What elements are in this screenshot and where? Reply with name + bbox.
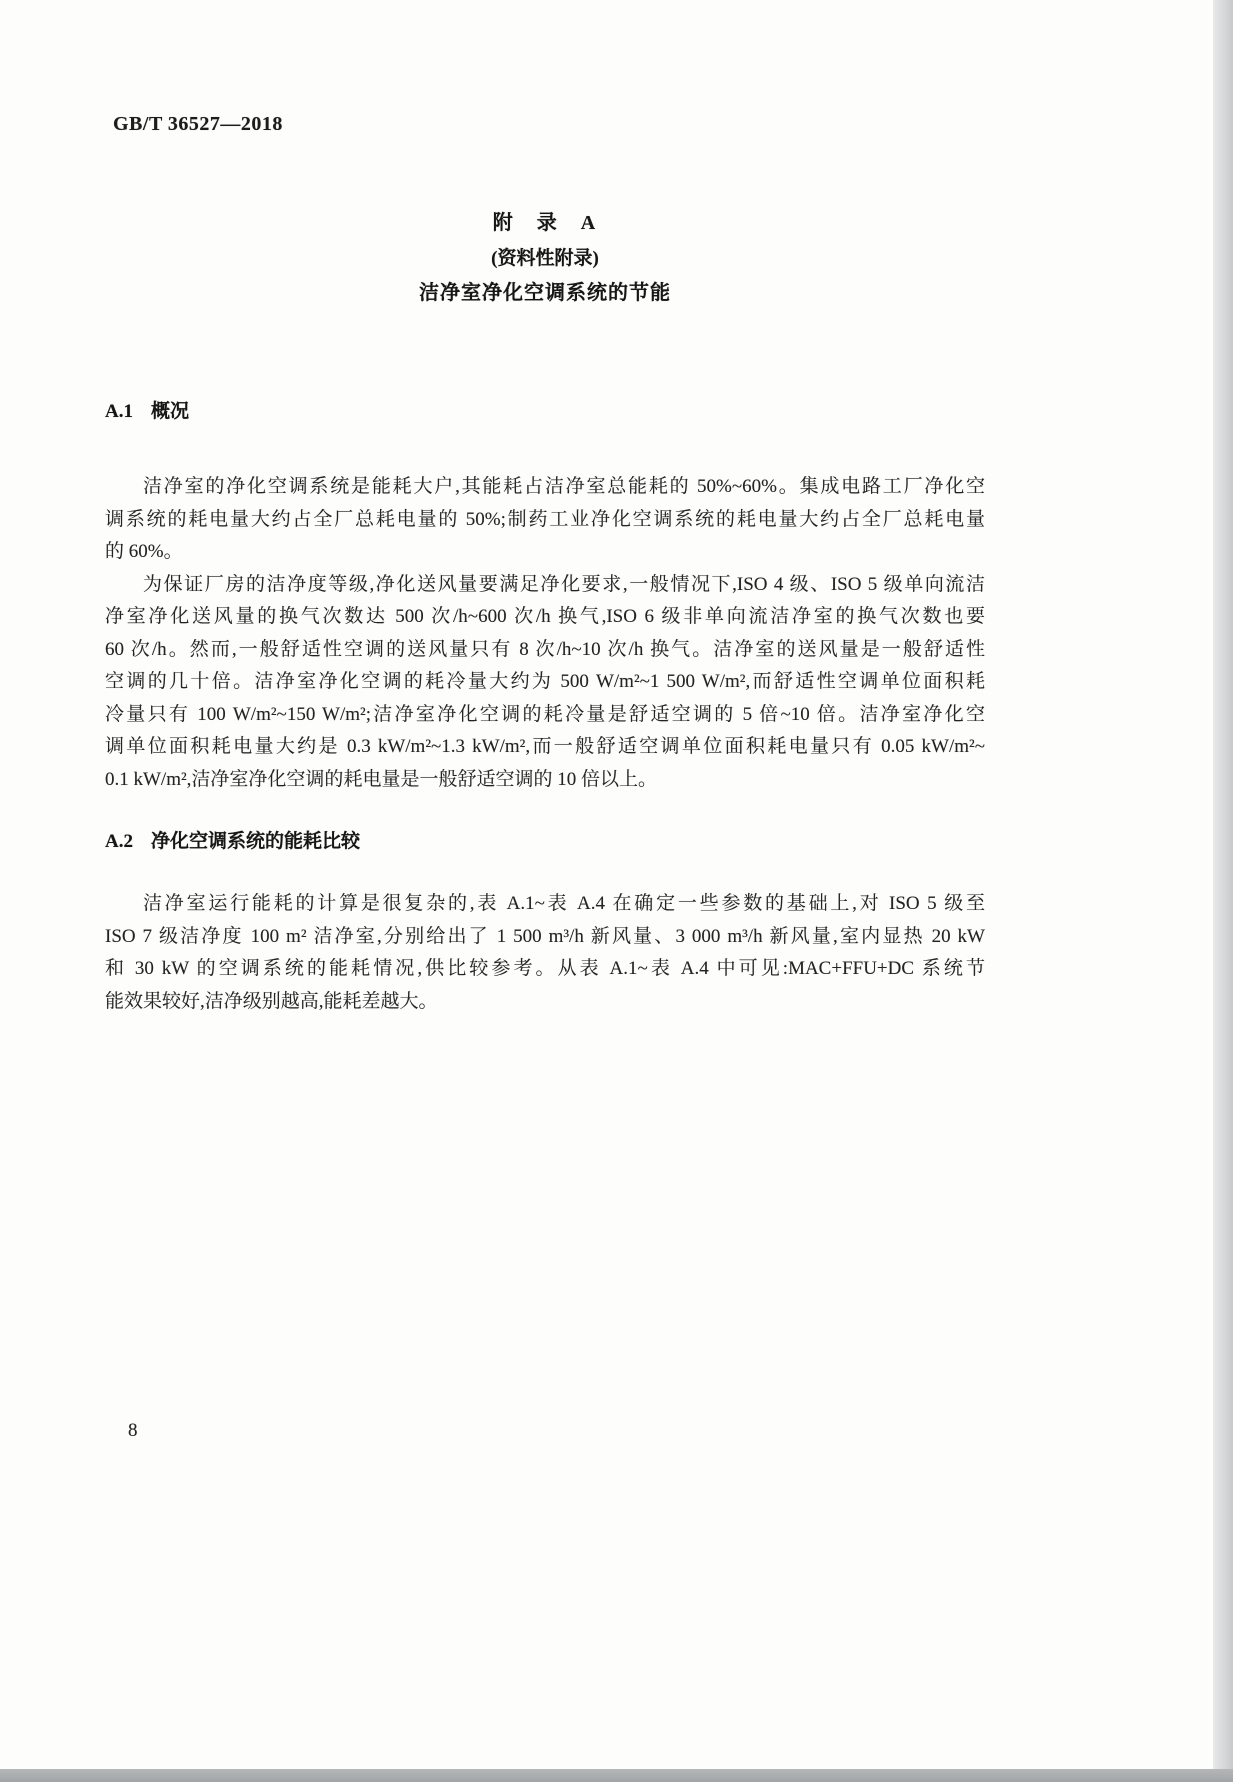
standard-number-header: GB/T 36527—2018 [113,113,283,135]
section-title-a1: 概况 [150,401,189,422]
section-heading-a2 [105,829,985,855]
page-number: 8 [128,1420,138,1441]
section-heading-a1 [105,399,985,425]
text-line: 为保证厂房的洁净度等级,净化送风量要满足净化要求,一般情况下,ISO 4 级、ISO 5 级单向流洁 [143,573,985,595]
appendix-title-block [105,206,985,311]
text-line: 洁净室的净化空调系统是能耗大户,其能耗占洁净室总能耗的 50%~60%。集成电路工厂净化空 [143,476,985,497]
text-line: 0.1 kW/m²,洁净室净化空调的耗电量是一般舒适空调的 10 倍以上。 [105,768,657,790]
text-line: 调系统的耗电量大约占全厂总耗电量的 50%;制药工业净化空调系统的耗电量大约占全厂总耗电量 [105,508,985,530]
text-line: 60 次/h。然而,一般舒适性空调的送风量只有 8 次/h~10 次/h 换气。洁净室的送风量是一般舒适性 [105,638,985,660]
text-line: 洁净室运行能耗的计算是很复杂的,表 A.1~表 A.4 在确定一些参数的基础上,对 ISO 5 级至 [143,893,985,914]
scan-edge-bottom [0,1769,1233,1782]
section-number-a2: A.2 [105,831,133,852]
text-line: 能效果较好,洁净级别越高,能耗差越大。 [105,990,438,1012]
text-line: ISO 7 级洁净度 100 m² 洁净室,分别给出了 1 500 m³/h 新风量、3 000 m³/h 新风量,室内显热 20 kW [105,925,985,947]
text-line: 冷量只有 100 W/m²~150 W/m²;洁净室净化空调的耗冷量是舒适空调的 5 倍~10 倍。洁净室净化空 [105,703,985,725]
appendix-title-line1: 附 录 A [492,212,598,234]
paragraph-a1-1 [105,471,985,569]
appendix-title-line3: 洁净室净化空调系统的节能 [419,282,671,304]
appendix-title-line2: (资料性附录) [491,248,599,269]
scan-edge-right [1213,0,1233,1782]
section-title-a2: 净化空调系统的能耗比较 [150,831,360,852]
text-line: 空调的几十倍。洁净室净化空调的耗冷量大约为 500 W/m²~1 500 W/m²,而舒适性空调单位面积耗 [105,671,985,692]
section-number-a1: A.1 [105,401,133,422]
paragraph-a1-2 [105,569,985,797]
text-line: 的 60%。 [105,541,183,562]
page-content [105,206,985,1018]
text-line: 净室净化送风量的换气次数达 500 次/h~600 次/h 换气,ISO 6 级非单向流洁净室的换气次数也要 [105,606,985,627]
paragraph-a2-1 [105,888,985,1018]
text-line: 调单位面积耗电量大约是 0.3 kW/m²~1.3 kW/m²,而一般舒适空调单位面积耗电量只有 0.05 kW/m²~ [105,736,985,757]
text-line: 和 30 kW 的空调系统的能耗情况,供比较参考。从表 A.1~表 A.4 中可见:MAC+FFU+DC 系统节 [105,958,985,979]
